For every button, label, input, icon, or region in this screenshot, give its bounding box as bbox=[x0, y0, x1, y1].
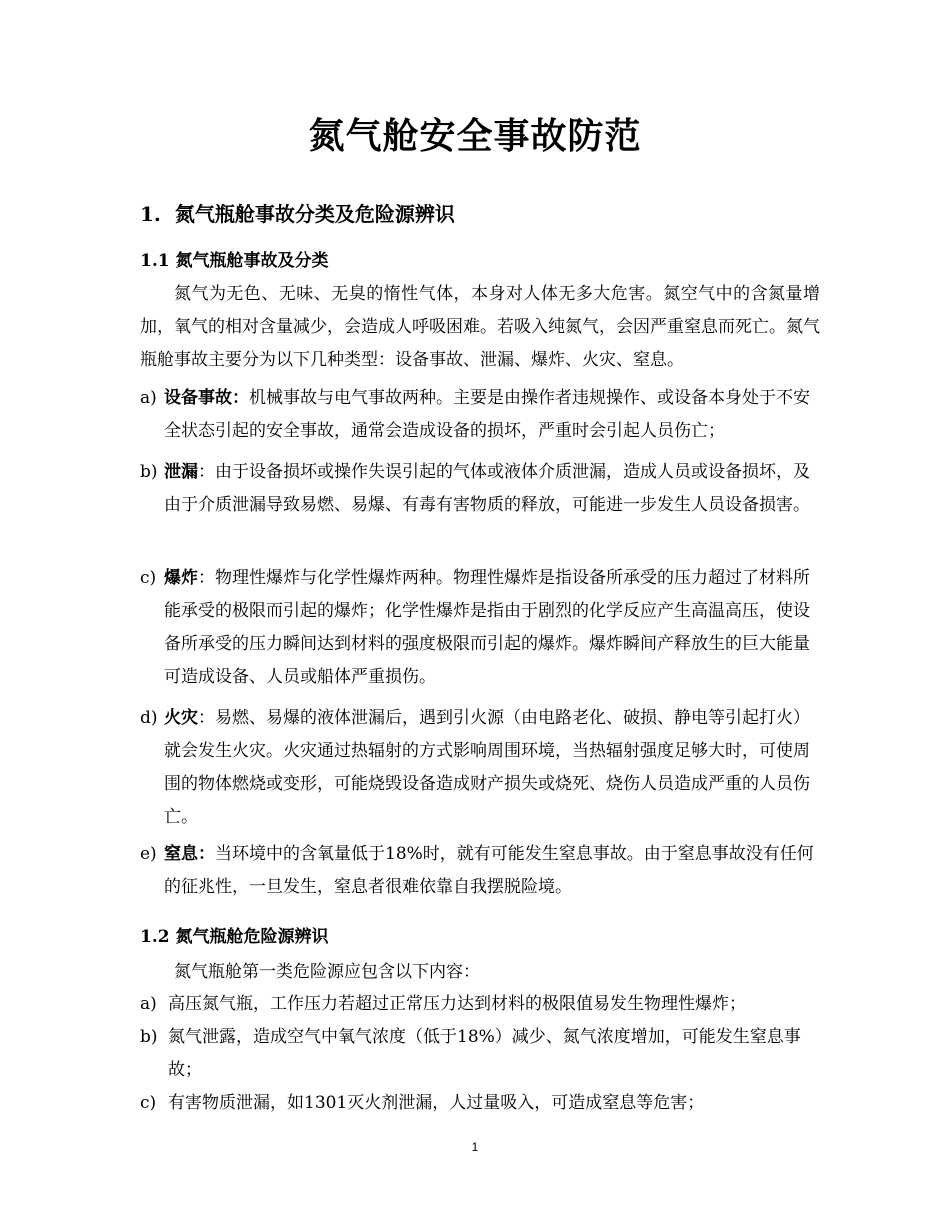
list-item-text: 机械事故与电气事故两种。主要是由操作者违规操作、或设备本身处于不安全状态引起的安全事故，通常会造成设备的损坏，严重时会引起人员伤亡； bbox=[164, 388, 810, 441]
list-item-term: 火灾 bbox=[164, 708, 198, 728]
subsection-1-2-intro: 氮气瓶舱第一类危险源应包含以下内容： bbox=[174, 962, 480, 982]
subsection-1-1-intro: 氮气为无色、无味、无臭的惰性气体，本身对人体无多大危害。氮空气中的含氮量增加，氧气的相对含量减少，会造成人呼吸困难。若吸入纯氮气，会因严重窒息而死亡。氮气瓶舱事故主要分为以下几种类型：设备事故、泄漏、爆炸、火灾、窒息。 bbox=[140, 284, 820, 370]
list-item-label: e) bbox=[140, 844, 157, 864]
list-item-text: ：易燃、易爆的液体泄漏后，遇到引火源（由电路老化、破损、静电等引起打火）就会发生火灾。火灾通过热辐射的方式影响周围环境，当热辐射强度足够大时，可使周围的物体燃烧或变形，可能烧毁设备造成财产损失或烧死、烧伤人员造成严重的人员伤亡。 bbox=[164, 708, 810, 827]
page-number: 1 bbox=[471, 1140, 479, 1154]
section-1-number: 1. bbox=[140, 202, 161, 226]
list-item-term: 设备事故： bbox=[164, 388, 249, 408]
list-item-label: b) bbox=[140, 462, 158, 482]
hazard-item bbox=[140, 988, 820, 1021]
list-item-label: a) bbox=[140, 994, 157, 1014]
section-1-heading bbox=[140, 198, 455, 227]
list-item-term: 爆炸 bbox=[164, 568, 198, 588]
list-item-term: 泄漏 bbox=[164, 462, 198, 482]
list-item-explosion bbox=[140, 562, 820, 694]
list-item-label: d) bbox=[140, 708, 158, 728]
hazard-item bbox=[140, 1087, 820, 1120]
subsection-1-2-heading: 1.2 氮气瓶舱危险源辨识 bbox=[140, 927, 329, 947]
list-item-label: a) bbox=[140, 388, 157, 408]
list-item-text: ：由于设备损坏或操作失误引起的气体或液体介质泄漏，造成人员或设备损坏，及由于介质泄漏导致易燃、易爆、有毒有害物质的释放，可能进一步发生人员设备损害。 bbox=[164, 462, 810, 515]
list-item-label: b) bbox=[140, 1027, 158, 1047]
document-title: 氮气舱安全事故防范 bbox=[308, 115, 642, 157]
list-item-text: 有害物质泄漏，如1301灭火剂泄漏，人过量吸入，可造成窒息等危害； bbox=[168, 1093, 705, 1113]
list-item-text: 氮气泄露，造成空气中氧气浓度（低于18%）减少、氮气浓度增加，可能发生窒息事故； bbox=[168, 1027, 801, 1080]
list-item-term: 窒息： bbox=[164, 844, 215, 864]
list-item-label: c) bbox=[140, 568, 157, 588]
list-item-leakage bbox=[140, 456, 820, 522]
section-1-title: 氮气瓶舱事故分类及危险源辨识 bbox=[174, 202, 455, 226]
list-item-fire bbox=[140, 702, 820, 834]
subsection-1-1-heading: 1.1 氮气瓶舱事故及分类 bbox=[140, 251, 329, 271]
list-item-suffocation bbox=[140, 838, 820, 904]
list-item-equipment-accident bbox=[140, 382, 820, 448]
hazard-item bbox=[140, 1021, 820, 1087]
list-item-text: 当环境中的含氧量低于18%时，就有可能发生窒息事故。由于窒息事故没有任何的征兆性，一旦发生，窒息者很难依靠自我摆脱险境。 bbox=[164, 844, 814, 897]
list-item-label: c) bbox=[140, 1093, 157, 1113]
list-item-text: 高压氮气瓶，工作压力若超过正常压力达到材料的极限值易发生物理性爆炸； bbox=[168, 994, 746, 1014]
list-item-text: ：物理性爆炸与化学性爆炸两种。物理性爆炸是指设备所承受的压力超过了材料所能承受的极限而引起的爆炸；化学性爆炸是指由于剧烈的化学反应产生高温高压，使设备所承受的压力瞬间达到材料的强度极限而引起的爆炸。爆炸瞬间产释放生的巨大能量可造成设备、人员或船体严重损伤。 bbox=[164, 568, 810, 687]
